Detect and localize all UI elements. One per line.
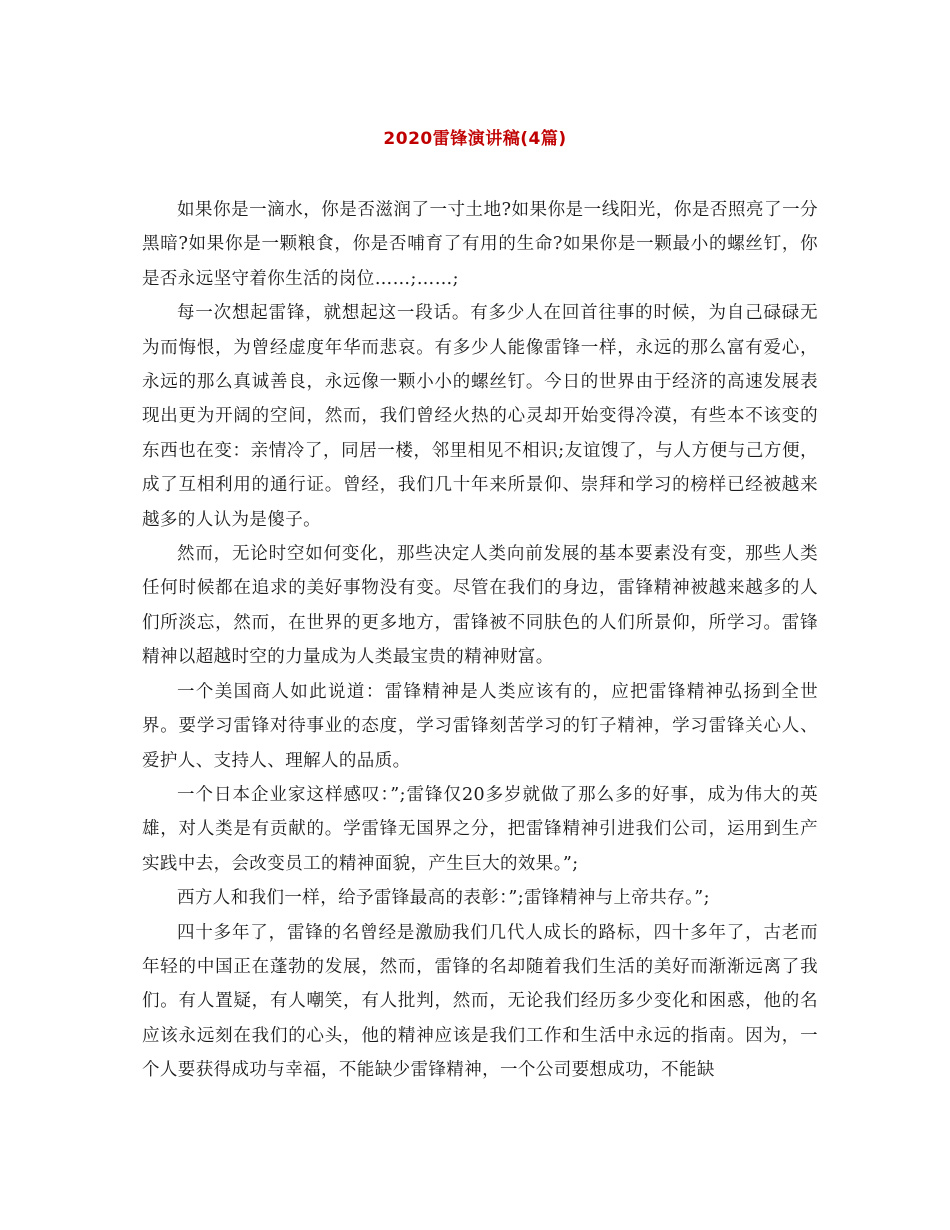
paragraph-4: 一个美国商人如此说道：雷锋精神是人类应该有的，应把雷锋精神弘扬到全世界。要学习雷锋对待事业的态度，学习雷锋刻苦学习的钉子精神，学习雷锋关心人、爱护人、支持人、理解人的品质。 (142, 681, 818, 771)
paragraph-5: 一个日本企业家这样感叹：”;雷锋仅20多岁就做了那么多的好事，成为伟大的英雄，对人类是有贡献的。学雷锋无国界之分，把雷锋精神引进我们公司，运用到生产实践中去，会改变员工的精神面貌，产生巨大的效果。”; (142, 784, 818, 874)
paragraph-3: 然而，无论时空如何变化，那些决定人类向前发展的基本要素没有变，那些人类任何时候都在追求的美好事物没有变。尽管在我们的身边，雷锋精神被越来越多的人们所淡忘，然而，在世界的更多地方，雷锋被不同肤色的人们所景仰，所学习。雷锋精神以超越时空的力量成为人类最宝贵的精神财富。 (142, 544, 818, 668)
document-body (142, 193, 818, 1088)
paragraph-1: 如果你是一滴水，你是否滋润了一寸土地?如果你是一线阳光，你是否照亮了一分黑暗?如果你是一颗粮食，你是否哺育了有用的生命?如果你是一颗最小的螺丝钉，你是否永远坚守着你生活的岗位……;……; (142, 200, 818, 289)
paragraph-2: 每一次想起雷锋，就想起这一段话。有多少人在回首往事的时候，为自己碌碌无为而悔恨，为曾经虚度年华而悲哀。有多少人能像雷锋一样，永远的那么富有爱心，永远的那么真诚善良，永远像一颗小小的螺丝钉。今日的世界由于经济的高速发展表现出更为开阔的空间，然而，我们曾经火热的心灵却开始变得冷漠，有些本不该变的东西也在变：亲情冷了，同居一楼，邻里相见不相识;友谊馊了，与人方便与己方便，成了互相利用的通行证。曾经，我们几十年来所景仰、崇拜和学习的榜样已经被越来越多的人认为是傻子。 (142, 303, 818, 530)
paragraph-7: 四十多年了，雷锋的名曾经是激励我们几代人成长的路标，四十多年了，古老而年轻的中国正在蓬勃的发展，然而，雷锋的名却随着我们生活的美好而渐渐远离了我们。有人置疑，有人嘲笑，有人批判，然而，无论我们经历多少变化和困惑，他的名应该永远刻在我们的心头，他的精神应该是我们工作和生活中永远的指南。因为，一个人要获得成功与幸福，不能缺少雷锋精神，一个公司要想成功，不能缺 (142, 922, 818, 1081)
paragraph-6: 西方人和我们一样，给予雷锋最高的表彰：”;雷锋精神与上帝共存。”; (177, 888, 710, 909)
document-title: 2020雷锋演讲稿(4篇) (383, 129, 567, 149)
